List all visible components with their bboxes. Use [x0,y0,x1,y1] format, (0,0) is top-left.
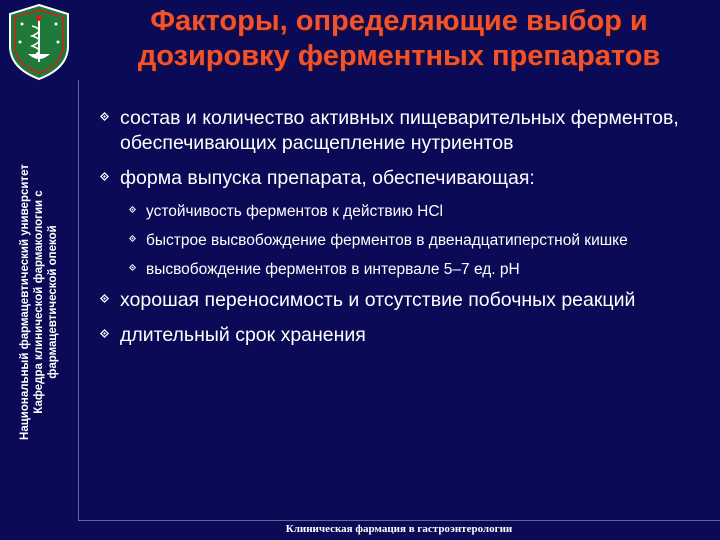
bullet-text: высвобождение ферментов в интервале 5–7 ед. рН [146,261,520,278]
bullet-text: устойчивость ферментов к действию HCl [146,203,444,220]
bullet-item [96,323,706,348]
bullet-list [96,106,706,358]
diamond-bullet-icon [129,206,136,213]
title-line: дозировку ферментных препаратов [137,40,661,72]
sidebar-caption [3,88,75,516]
sidebar-divider [78,80,79,520]
sub-bullet-item [126,230,706,251]
bullet-text: длительный срок хранения [120,324,366,346]
title-line: Факторы, определяющие выбор и [150,5,648,37]
bullet-text: хорошая переносимость и отсутствие побочных реакций [120,289,636,311]
sub-bullet-item [126,259,706,280]
university-crest-icon [4,2,74,82]
slide-title [84,4,714,74]
slide-footer: Клиническая фармация в гастроэнтерологии [285,523,513,535]
bullet-item [96,288,706,313]
diamond-bullet-icon [100,329,109,338]
sidebar-line: Кафедра клинической фармакологии с [33,190,45,414]
bullet-item [96,106,706,156]
sidebar-line: Национальный фармацевтический университет [19,164,31,440]
diamond-bullet-icon [100,172,109,181]
diamond-bullet-icon [129,235,136,242]
sidebar-line: фармацевтической опекой [47,225,59,379]
bullet-text: быстрое высвобождение ферментов в двенадцатиперстной кишке [146,232,628,249]
bullet-item [96,166,706,191]
diamond-bullet-icon [100,112,109,121]
diamond-bullet-icon [100,294,109,303]
bullet-text: форма выпуска препарата, обеспечивающая: [120,167,535,189]
bullet-text: состав и количество активных пищеварительных ферментов, обеспечивающих расщепление нутриентов [120,107,679,154]
sub-bullet-item [126,201,706,222]
footer-divider [78,520,720,521]
diamond-bullet-icon [129,264,136,271]
